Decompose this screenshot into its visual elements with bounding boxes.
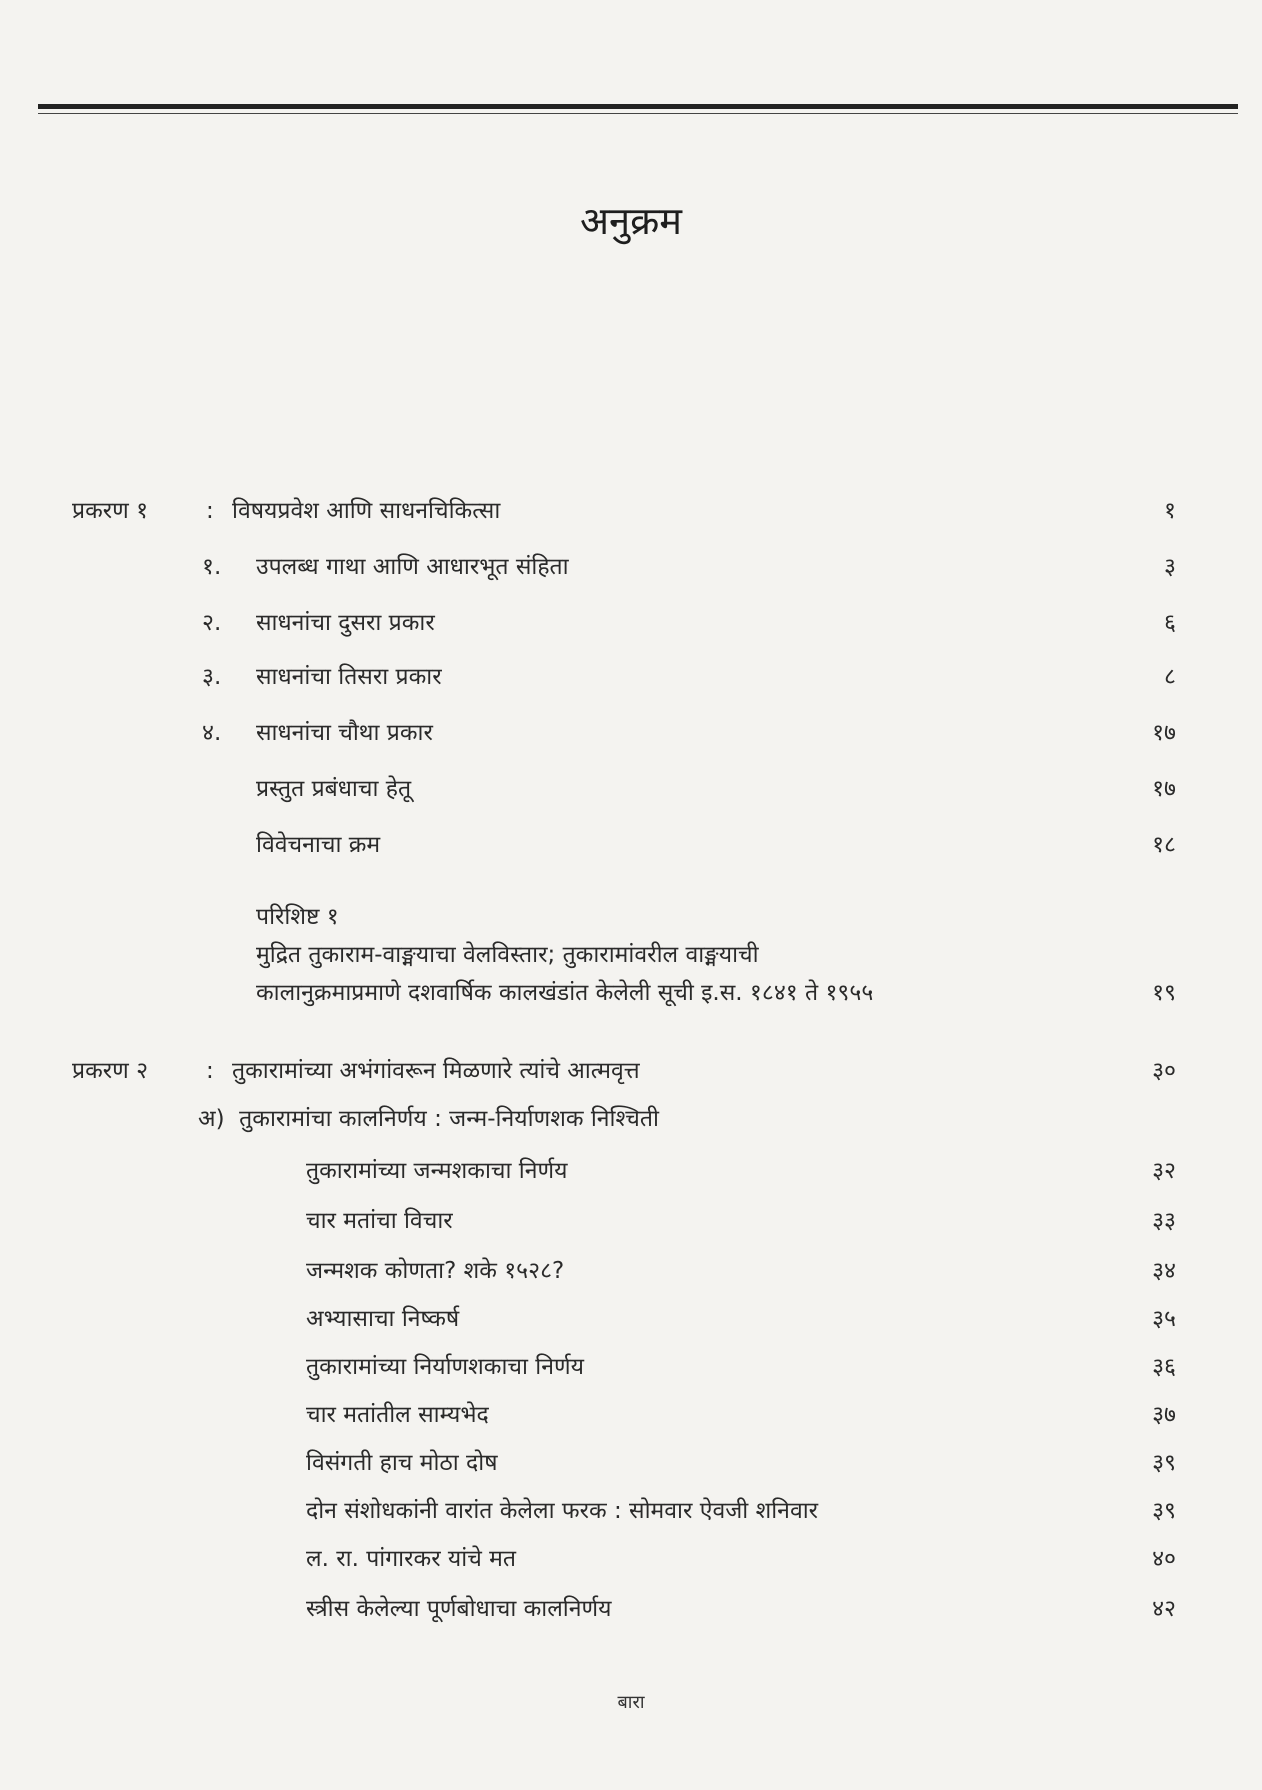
toc-item-text: साधनांचा तिसरा प्रकार xyxy=(256,664,442,690)
toc-item-text: साधनांचा चौथा प्रकार xyxy=(256,720,433,746)
toc-item-page: ३५ xyxy=(1152,1306,1176,1332)
toc-item-text: जन्मशक कोणता? शके १५२८? xyxy=(306,1258,565,1284)
toc-item-page: ३४ xyxy=(1152,1258,1176,1284)
chapter-2-colon: : xyxy=(206,1058,214,1084)
toc-item-text: चार मतांतील साम्यभेद xyxy=(306,1402,489,1428)
page-footer: बारा xyxy=(617,1692,645,1713)
toc-item-text: दोन संशोधकांनी वारांत केलेला फरक : सोमवार ऐवजी शनिवार xyxy=(306,1498,819,1524)
toc-item-page: १७ xyxy=(1152,720,1176,746)
appendix-line-1: मुद्रित तुकाराम-वाङ्मयाचा वेलविस्तार; तुकारामांवरील वाङ्मयाची xyxy=(256,942,759,968)
toc-item-page: १७ xyxy=(1152,776,1176,802)
chapter-1-colon: : xyxy=(206,498,214,524)
toc-item-page: ३२ xyxy=(1152,1158,1176,1184)
toc-item-text: स्त्रीस केलेल्या पूर्णबोधाचा कालनिर्णय xyxy=(306,1596,612,1622)
chapter-1-heading: विषयप्रवेश आणि साधनचिकित्सा xyxy=(232,498,501,524)
chapter-2-page: ३० xyxy=(1152,1058,1176,1084)
chapter-1-label: प्रकरण १ xyxy=(72,498,149,524)
toc-item-page: ३९ xyxy=(1152,1498,1176,1524)
top-rule-thin xyxy=(38,113,1238,114)
toc-item-number: ३. xyxy=(202,664,222,690)
toc-item-text: विसंगती हाच मोठा दोष xyxy=(306,1450,498,1476)
toc-item-page: ३६ xyxy=(1152,1354,1176,1380)
toc-item-text: ल. रा. पांगारकर यांचे मत xyxy=(306,1546,516,1572)
section-a-heading: अ) तुकारामांचा कालनिर्णय : जन्म-निर्याणशक निश्चिती xyxy=(198,1106,659,1132)
toc-item-number: २. xyxy=(202,610,222,636)
toc-item-text: साधनांचा दुसरा प्रकार xyxy=(256,610,435,636)
top-rule-thick xyxy=(38,104,1238,109)
toc-item-page: ४० xyxy=(1152,1546,1176,1572)
chapter-2-label: प्रकरण २ xyxy=(72,1058,149,1084)
chapter-1-page: १ xyxy=(1164,498,1176,524)
appendix-line-2: कालानुक्रमाप्रमाणे दशवार्षिक कालखंडांत केलेली सूची इ.स. १८४१ ते १९५५ xyxy=(256,980,874,1006)
toc-item-text: चार मतांचा विचार xyxy=(306,1208,453,1234)
toc-item-text: प्रस्तुत प्रबंधाचा हेतू xyxy=(256,776,412,802)
toc-item-text: उपलब्ध गाथा आणि आधारभूत संहिता xyxy=(256,554,569,580)
toc-item-page: ३३ xyxy=(1152,1208,1176,1234)
toc-item-page: ४२ xyxy=(1152,1596,1176,1622)
toc-item-number: ४. xyxy=(202,720,222,746)
toc-item-page: ३ xyxy=(1164,554,1176,580)
toc-item-number: १. xyxy=(202,554,222,580)
toc-item-page: १८ xyxy=(1152,832,1176,858)
appendix-label: परिशिष्ट १ xyxy=(256,904,339,930)
chapter-2-heading: तुकारामांच्या अभंगांवरून मिळणारे त्यांचे आत्मवृत्त xyxy=(232,1058,640,1084)
page-title: अनुक्रम xyxy=(579,199,683,243)
toc-item-page: ३९ xyxy=(1152,1450,1176,1476)
toc-item-page: ६ xyxy=(1164,610,1176,636)
appendix-page: १९ xyxy=(1152,980,1176,1006)
toc-item-text: अभ्यासाचा निष्कर्ष xyxy=(306,1306,460,1332)
toc-item-page: ३७ xyxy=(1152,1402,1176,1428)
toc-item-page: ८ xyxy=(1164,664,1176,690)
toc-item-text: तुकारामांच्या निर्याणशकाचा निर्णय xyxy=(306,1354,584,1380)
toc-item-text: विवेचनाचा क्रम xyxy=(256,832,381,858)
toc-item-text: तुकारामांच्या जन्मशकाचा निर्णय xyxy=(306,1158,568,1184)
